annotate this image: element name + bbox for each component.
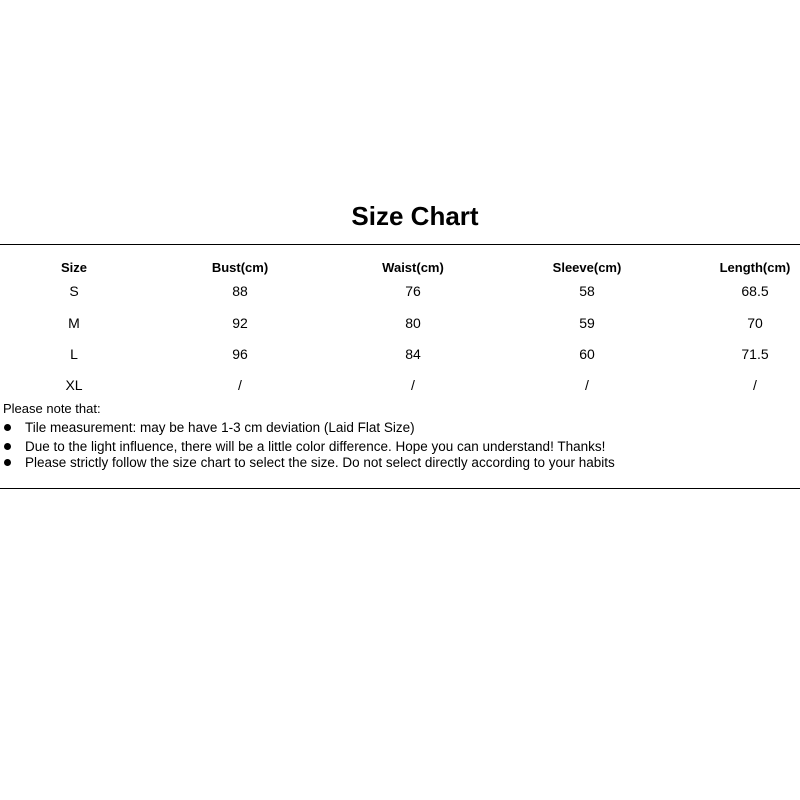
bottom-divider [0, 488, 800, 489]
column-header-waist: Waist(cm) [382, 260, 444, 275]
notes-label: Please note that: [3, 401, 101, 416]
table-cell-length: 68.5 [741, 283, 769, 299]
table-cell-size: S [69, 283, 79, 299]
note-item [3, 454, 615, 471]
note-text: Tile measurement: may be have 1-3 cm deviation (Laid Flat Size) [25, 420, 415, 435]
table-cell-sleeve: 59 [579, 315, 595, 331]
table-cell-sleeve: / [585, 377, 589, 393]
bullet-icon [4, 443, 11, 450]
table-cell-sleeve: 60 [579, 346, 595, 362]
column-header-size: Size [60, 260, 88, 275]
note-item [3, 419, 415, 436]
column-header-bust: Bust(cm) [211, 260, 269, 275]
table-cell-waist: 76 [405, 283, 421, 299]
table-cell-waist: / [411, 377, 415, 393]
table-cell-bust: / [238, 377, 242, 393]
table-cell-waist: 80 [405, 315, 421, 331]
bullet-icon [4, 424, 11, 431]
table-cell-waist: 84 [405, 346, 421, 362]
table-cell-length: 71.5 [741, 346, 769, 362]
table-cell-length: 70 [747, 315, 763, 331]
top-divider [0, 244, 800, 245]
table-cell-size: XL [65, 377, 83, 393]
note-item [3, 438, 605, 455]
table-cell-bust: 92 [232, 315, 248, 331]
bullet-icon [4, 459, 11, 466]
table-cell-size: M [68, 315, 80, 331]
table-cell-size: L [70, 346, 78, 362]
note-text: Please strictly follow the size chart to select the size. Do not select directly according to your habits [25, 455, 615, 470]
table-cell-sleeve: 58 [579, 283, 595, 299]
table-cell-bust: 88 [232, 283, 248, 299]
note-text: Due to the light influence, there will be a little color difference. Hope you can understand! Thanks! [25, 439, 606, 454]
table-cell-bust: 96 [232, 346, 248, 362]
table-cell-length: / [753, 377, 757, 393]
column-header-length: Length(cm) [719, 260, 791, 275]
page-title: Size Chart [351, 201, 479, 231]
column-header-sleeve: Sleeve(cm) [552, 260, 622, 275]
